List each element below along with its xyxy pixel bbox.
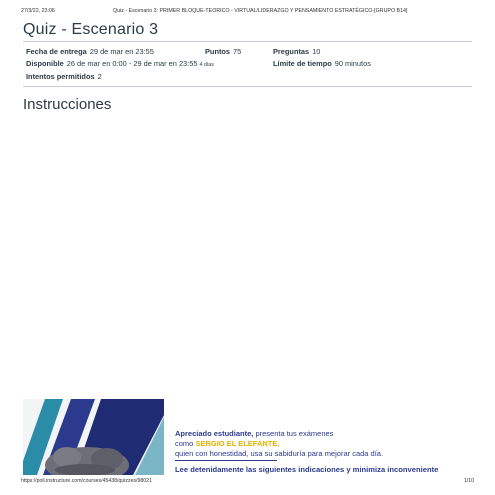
due-date-value: 29 de mar en 23:55 — [89, 47, 154, 56]
available-label: Disponible — [26, 59, 64, 68]
instructions-heading: Instrucciones — [23, 96, 112, 113]
time-limit-field — [273, 59, 371, 68]
points-label: Puntos — [205, 47, 231, 56]
available-value: 26 de mar en 0:00 - 29 de mar en 23:55 — [66, 59, 198, 68]
print-date: 27/3/22, 23:06 — [21, 8, 55, 14]
banner-highlight: SERGIO EL ELEFANTE, — [195, 439, 280, 448]
attempts-field — [26, 72, 102, 81]
elephant-illustration-icon — [23, 399, 164, 475]
time-limit-label: Límite de tiempo — [273, 59, 332, 68]
time-limit-value: 90 minutos — [334, 59, 371, 68]
print-header — [21, 8, 474, 18]
page-title: Quiz - Escenario 3 — [23, 21, 159, 38]
banner-divider — [175, 460, 277, 461]
divider-bottom — [23, 86, 472, 87]
banner-line-1 — [175, 429, 333, 438]
banner-line-3: quien con honestidad, usa su sabiduría para mejorar cada día. — [175, 449, 384, 458]
elephant-image — [23, 399, 164, 475]
available-field — [26, 59, 214, 68]
attempts-value: 2 — [97, 72, 102, 81]
points-field — [205, 47, 241, 56]
due-date-field — [26, 47, 154, 56]
divider-top — [23, 41, 472, 42]
banner-line-2-prefix: como — [175, 439, 196, 448]
points-value: 75 — [233, 47, 242, 56]
due-date-label: Fecha de entrega — [26, 47, 87, 56]
attempts-label: Intentos permitidos — [26, 72, 95, 81]
honesty-banner — [23, 399, 473, 475]
banner-line-1-rest: presenta tus exámenes — [253, 429, 334, 438]
questions-value: 10 — [312, 47, 321, 56]
print-footer — [21, 478, 474, 486]
banner-line-2 — [175, 439, 279, 448]
banner-line-4: Lee detenidamente las siguientes indicaciones y minimiza inconveniente — [175, 465, 439, 474]
available-days: 4 días — [199, 62, 214, 68]
banner-greeting: Apreciado estudiante, — [175, 429, 254, 438]
footer-url: https://poli.instructure.com/courses/45438/quizzes/98021 — [21, 478, 152, 484]
page-number: 1/10 — [463, 478, 474, 484]
print-page-title: Quiz - Escenario 3: PRIMER BLOQUE-TEORICO - VIRTUAL/LIDERAZGO Y PENSAMIENTO ESTRATÉGICO-[GRUPO B14] — [113, 8, 408, 14]
questions-label: Preguntas — [273, 47, 310, 56]
questions-field — [273, 47, 320, 56]
